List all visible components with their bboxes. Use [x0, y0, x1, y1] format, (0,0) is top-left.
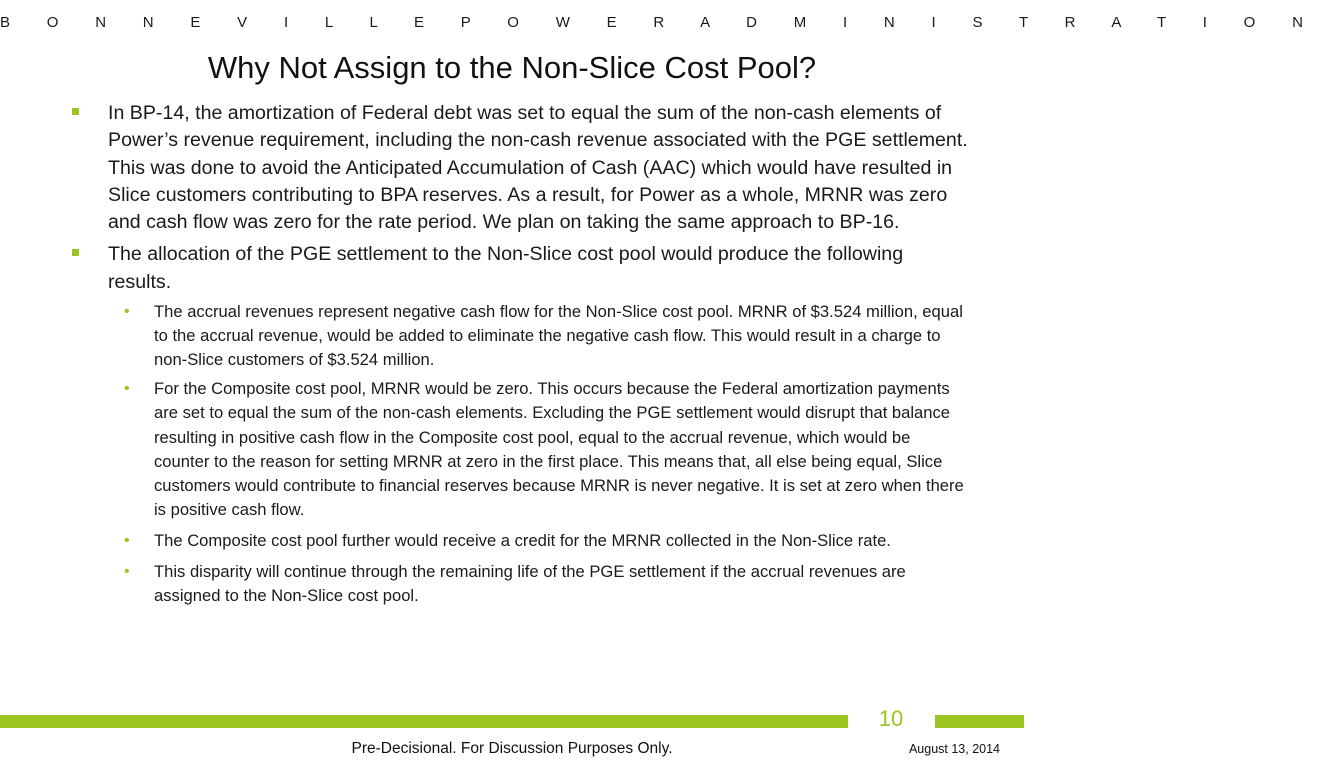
sub-bullet-item	[108, 300, 970, 372]
dot-bullet-icon: •	[124, 380, 130, 398]
dot-bullet-icon: •	[124, 562, 130, 580]
footer-disclaimer: Pre-Decisional. For Discussion Purposes Only.	[351, 740, 673, 757]
sub-bullet-text: The accrual revenues represent negative cash flow for the Non-Slice cost pool. MRNR of $3.524 million, equal to the accrual revenue, would be added to eliminate the negative cash flow. This would result in a charge to non-Slice customers of $3.524 million.	[154, 302, 963, 370]
slide-body	[70, 100, 970, 613]
slide-title: Why Not Assign to the Non-Slice Cost Pool?	[207, 50, 817, 85]
dot-bullet-icon: •	[124, 531, 130, 549]
bullet-item	[70, 100, 970, 236]
page-number: 10	[878, 706, 904, 731]
dot-bullet-icon: •	[124, 303, 130, 321]
sub-bullet-text: For the Composite cost pool, MRNR would be zero. This occurs because the Federal amortization payments are set to equal the sum of the non-cash elements. Excluding the PGE settlement would disrupt that balance resulting in positive cash flow in the Composite cost pool, equal to the accrual revenue, which would be counter to the reason for setting MRNR at zero in the first place. This means that, all else being equal, Slice customers would contribute to financial reserves because MRNR is never negative. It is set at zero when there is positive cash flow.	[154, 379, 964, 519]
sub-bullet-item	[108, 560, 970, 608]
footer-divider-bar	[0, 715, 848, 728]
bullet-list	[70, 100, 970, 608]
bullet-text: In BP-14, the amortization of Federal debt was set to equal the sum of the non-cash elements of Power’s revenue requirement, including the non-cash revenue associated with the PGE settlement. This was done to avoid the Anticipated Accumulation of Cash (AAC) which would have resulted in Slice customers contributing to BPA reserves. As a result, for Power as a whole, MRNR was zero and cash flow was zero for the rate period. We plan on taking the same approach to BP-16.	[108, 102, 968, 234]
organization-header: B O N N E V I L L E P O W E R A D M I N I S T R A T I O N	[0, 14, 1319, 31]
bullet-text: The allocation of the PGE settlement to the Non-Slice cost pool would produce the following results.	[108, 243, 904, 293]
sub-bullet-item	[108, 527, 970, 555]
bullet-item	[70, 241, 970, 608]
square-bullet-icon	[72, 108, 79, 115]
sub-bullet-item	[108, 377, 970, 522]
sub-bullet-text: This disparity will continue through the remaining life of the PGE settlement if the accrual revenues are assigned to the Non-Slice cost pool.	[154, 561, 906, 606]
footer-divider-bar-right	[935, 715, 1024, 728]
square-bullet-icon	[72, 249, 79, 256]
footer-date: August 13, 2014	[908, 742, 1000, 756]
sub-bullet-list	[108, 300, 970, 608]
sub-bullet-text: The Composite cost pool further would receive a credit for the MRNR collected in the Non-Slice rate.	[154, 530, 891, 550]
